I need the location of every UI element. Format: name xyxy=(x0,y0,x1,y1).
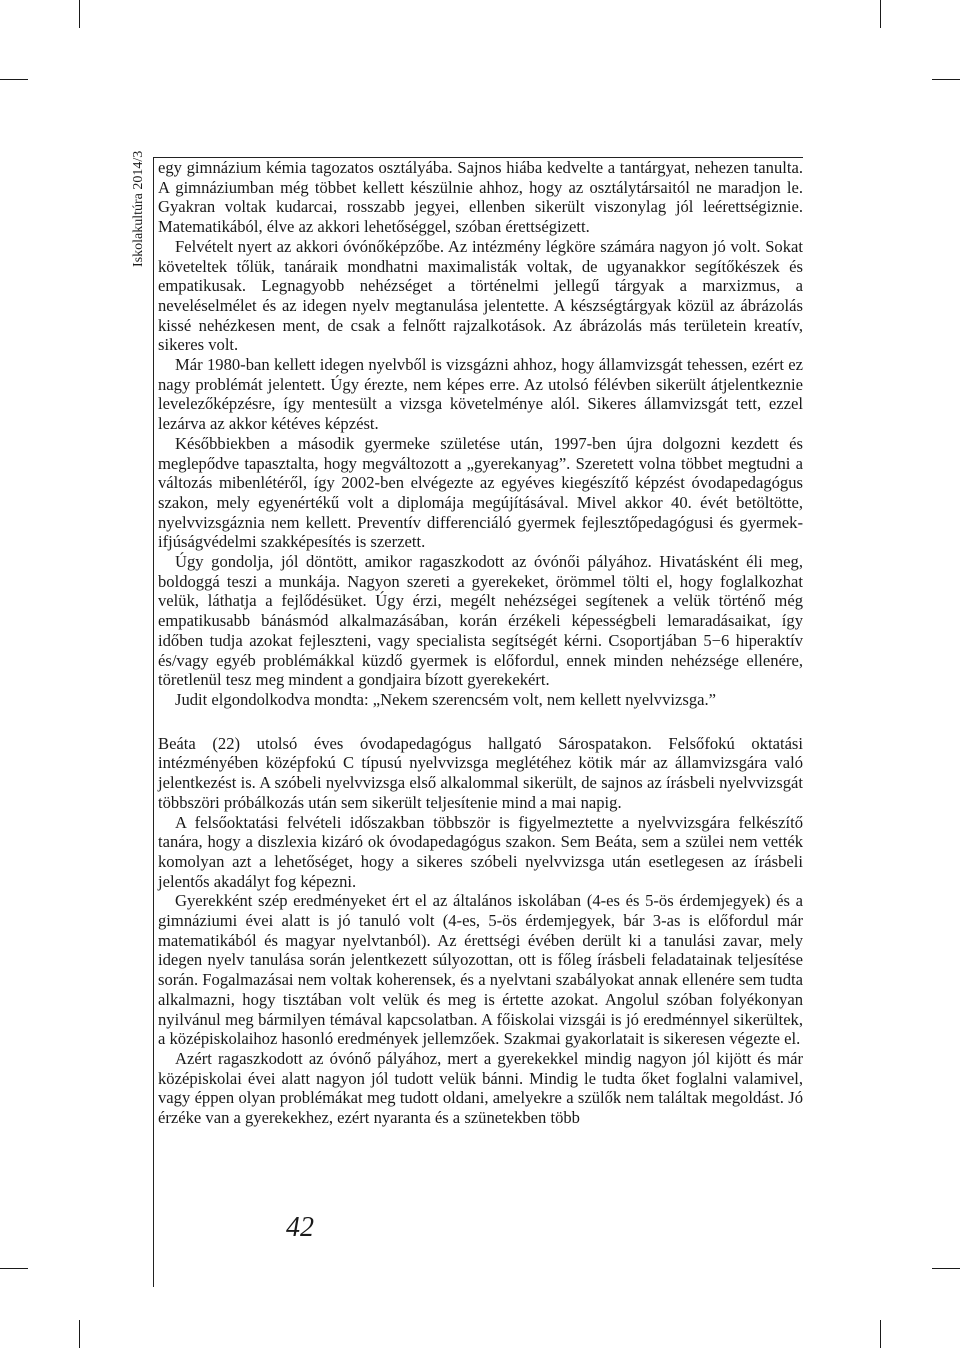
paragraph: Judit elgondolkodva mondta: „Nekem szerencsém volt, nem kellett nyelvvizsga.” xyxy=(175,689,716,709)
crop-mark-bottom-left-vertical xyxy=(79,1320,80,1348)
section-gap xyxy=(158,710,803,734)
crop-mark-top-right-vertical xyxy=(880,0,881,28)
paragraph: Már 1980-ban kellett idegen nyelvből is vizsgázni ahhoz, hogy államvizsgát tehessen, ezért ez nagy problémát jelentett. Úgy érezte, nem képes erre. Az utolsó félévben sikerült átjelentkeznie levelezőképzésre, így mentesült a vizsga követelménye alól. Sikeres államvizsgát tett, ezzel lezárva az akkor kétéves képzést. xyxy=(158,355,803,434)
column-rule xyxy=(153,157,154,1287)
paragraph: Későbbiekben a második gyermeke születése után, 1997-ben újra dolgozni kezdett és meglepődve tapasztalta, hogy megváltozott a „gyerekanyag”. Szeretett volna többet megtudni a változás mibenlétéről, így 2002-ben elvégezte az egyéves kiegészítő képzést óvodapedagógus szakon, mely egyenértékű volt a diplomája megújításával. Mivel akkor 40. évét betöltötte, nyelvvizsgáznia nem kellett. Preventív differenciáló gyermek fejlesztőpedagógusi és gyermek- ifjúságvédelmi szakképesítés is szerzett. xyxy=(158,433,803,552)
paragraph: A felsőoktatási felvételi időszakban többször is figyelmeztette a nyelvvizsgára felkészítő tanára, hogy a diszlexia kizáró ok óvodapedagógus szakon. Sem Beáta, sem a szülei nem vették komolyan azt a lehetőséget, hogy a sikeres szóbeli nyelvvizsga után esetlegesen az írásbeli jelentős akadályt fog képezni. xyxy=(158,812,803,891)
crop-mark-bottom-left-horizontal xyxy=(0,1268,28,1269)
paragraph: Gyerekként szép eredményeket ért el az általános iskolában (4-es és 5-ös érdemjegyek) és a gimnáziumi évei alatt is jó tanuló volt (4-es, 5-ös érdemjegyek, bár 3-as is előfordul már matematikából és magyar nyelvtanból). Az érettségi évében derült ki a tanulási zavar, mely idegen nyelv tanulása során jelentkezett súlyozottan, ott is főleg írásbeli feladatainak teljesítése során. Fogalmazásai nem voltak koherensek, és a nyelvtani szabályokat annak ellenére sem tudta alkalmazni, hogy tisztában volt velük és meg is értette azokat. Angolul szóban folyékonyan nyilvánul meg bármilyen témával kapcsolatban. A főiskolai vizsgái is jó eredménnyel sikerültek, a középiskolaihoz hasonló eredmények jellemzőek. Szakmai gyakorlatait is sikeresen végezte el. xyxy=(158,891,803,1049)
body-text xyxy=(158,158,803,1128)
paragraph: Azért ragaszkodott az óvónő pályához, mert a gyerekekkel mindig nagyon jól kijött és már középiskolai évei alatt nagyon jól tudott velük bánni. Mindig le tudta őket foglalni valamivel, vagy éppen olyan problémákat meg tudott oldani, amelyekre a szülők nem találtak megoldást. Jó érzéke van a gyerekekhez, ezért nyaranta és a szünetekben több xyxy=(158,1048,803,1128)
paragraph: egy gimnázium kémia tagozatos osztályába. Sajnos hiába kedvelte a tantárgyat, nehezen tanulta. A gimnáziumban még többet kellett készülnie ahhoz, hogy az osztálytársaitól ne maradjon le. Gyakran voltak kudarcai, rosszabb jegyei, ellenben sikerült viszonylag jól leérettségiznie. Matematikából, élve az akkori lehetőséggel, szóban érettségizett. xyxy=(158,158,803,237)
crop-mark-top-left-horizontal xyxy=(0,79,28,80)
paragraph: Felvételt nyert az akkori óvónőképzőbe. Az intézmény légköre számára nagyon jó volt. Sokat követeltek tőlük, tanáraik mondhatni maximalisták voltak, de ugyanakkor segítőkészek és empatikusak. Legnagyobb nehézséget a történelmi jellegű tárgyak a marxizmus, a neveléselmélet és az idegen nyelv megtanulása jelentette. A készségtárgyak közül az ábrázolás kissé nehézkesen ment, de csak a felnőtt rajzalkotások. Az ábrázolás más területein kreatív, sikeres volt. xyxy=(158,236,803,355)
crop-mark-bottom-right-vertical xyxy=(880,1320,881,1348)
crop-mark-top-left-vertical xyxy=(79,0,80,28)
crop-mark-top-right-horizontal xyxy=(932,79,960,80)
crop-mark-bottom-right-horizontal xyxy=(932,1268,960,1269)
page-number: 42 xyxy=(286,1212,314,1243)
journal-issue-label: Iskolakultúra 2014/3 xyxy=(131,150,146,267)
running-header xyxy=(129,150,149,267)
paragraph: Úgy gondolja, jól döntött, amikor ragaszkodott az óvónői pályához. Hivatásként éli meg, boldoggá teszi a munkája. Nagyon szereti a gyerekeket, örömmel tölti el, hogy foglalkozhat velük, láthatja a fejlődésüket. Úgy érzi, megélt nehézségei segítenek a velük történő még empatikusabb bánásmód alkalmazásában, korán érzékeli képességbeli lemaradásaikat, így időben tudja azokat fejleszteni, vagy specialista segítségét kérni. Csoportjában 5−6 hiperaktív és/vagy egyéb problémákkal küzdő gyermek is előfordul, ennek minden nehézsége ellenére, töretlenül tesz meg mindent a gondjaira bízott gyerekekért. xyxy=(158,552,803,690)
paragraph: Beáta (22) utolsó éves óvodapedagógus hallgató Sárospatakon. Felsőfokú oktatási intézményében középfokú C típusú nyelvvizsga meglétéhez kötik már az államvizsgára való jelentkezést is. A szóbeli nyelvvizsga első alkalommal sikerült, de sajnos az írásbeli nyelvvizsgát többszöri próbálkozás után sem sikerült teljesítenie mind a mai napig. xyxy=(158,733,803,812)
